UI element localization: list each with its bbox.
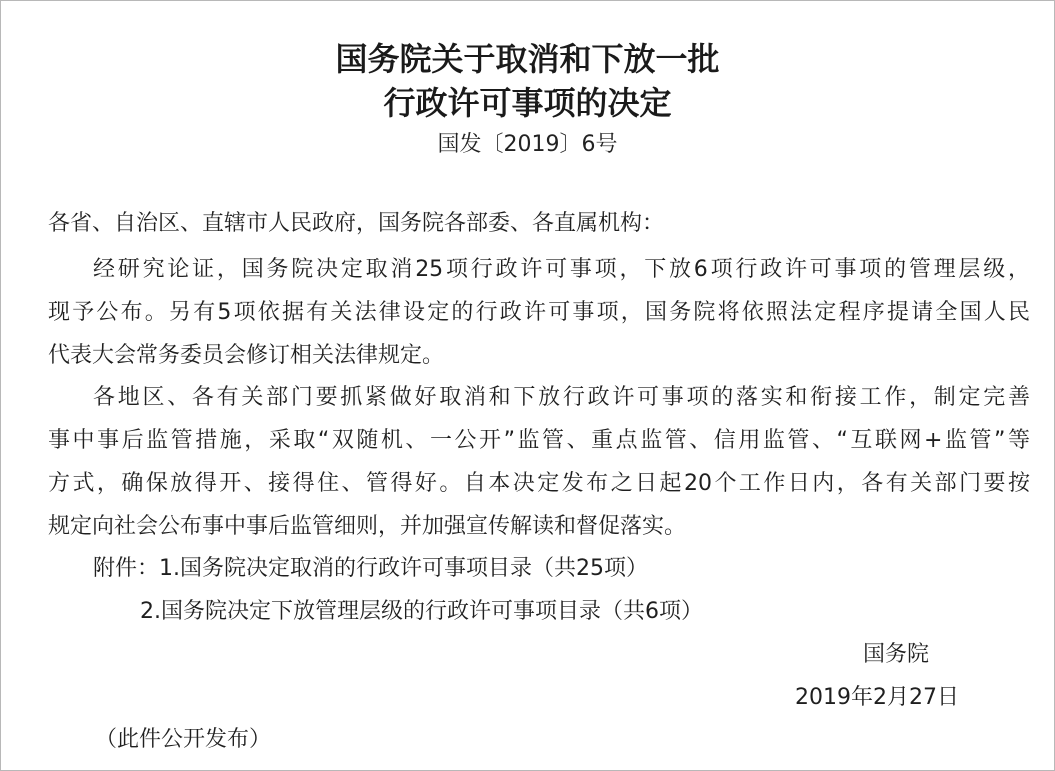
document-number: 国发〔2019〕6号 (437, 132, 618, 157)
paragraph-2-line-3: 方式，确保放得开、接得住、管得好。自本决定发布之日起20个工作日内，各有关部门要按 (48, 471, 1030, 496)
salutation: 各省、自治区、直辖市人民政府，国务院各部委、各直属机构： (48, 211, 665, 236)
paragraph-1-line-3: 代表大会常务委员会修订相关法律规定。 (48, 343, 445, 368)
issue-date: 2019年2月27日 (795, 685, 959, 710)
paragraph-2-line-2: 事中事后监管措施，采取“双随机、一公开”监管、重点监管、信用监管、“互联网+监管”等 (48, 428, 1030, 453)
document-title-line-1: 国务院关于取消和下放一批 (335, 40, 720, 78)
attachment-2: 2.国务院决定下放管理层级的行政许可事项目录（共6项） (140, 599, 703, 624)
paragraph-2-line-1: 各地区、各有关部门要抓紧做好取消和下放行政许可事项的落实和衔接工作，制定完善 (93, 385, 1030, 410)
attachment-1: 附件：1.国务院决定取消的行政许可事项目录（共25项） (93, 556, 648, 581)
paragraph-1-line-1: 经研究论证，国务院决定取消25项行政许可事项，下放6项行政许可事项的管理层级， (93, 257, 1030, 282)
issuer-name: 国务院 (863, 642, 930, 667)
paragraph-1-line-2: 现予公布。另有5项依据有关法律设定的行政许可事项，国务院将依照法定程序提请全国人民 (48, 300, 1030, 325)
publication-note: （此件公开发布） (95, 727, 272, 752)
paragraph-2-line-4: 规定向社会公布事中事后监管细则，并加强宣传解读和督促落实。 (48, 514, 687, 539)
document-title-line-2: 行政许可事项的决定 (383, 84, 672, 122)
